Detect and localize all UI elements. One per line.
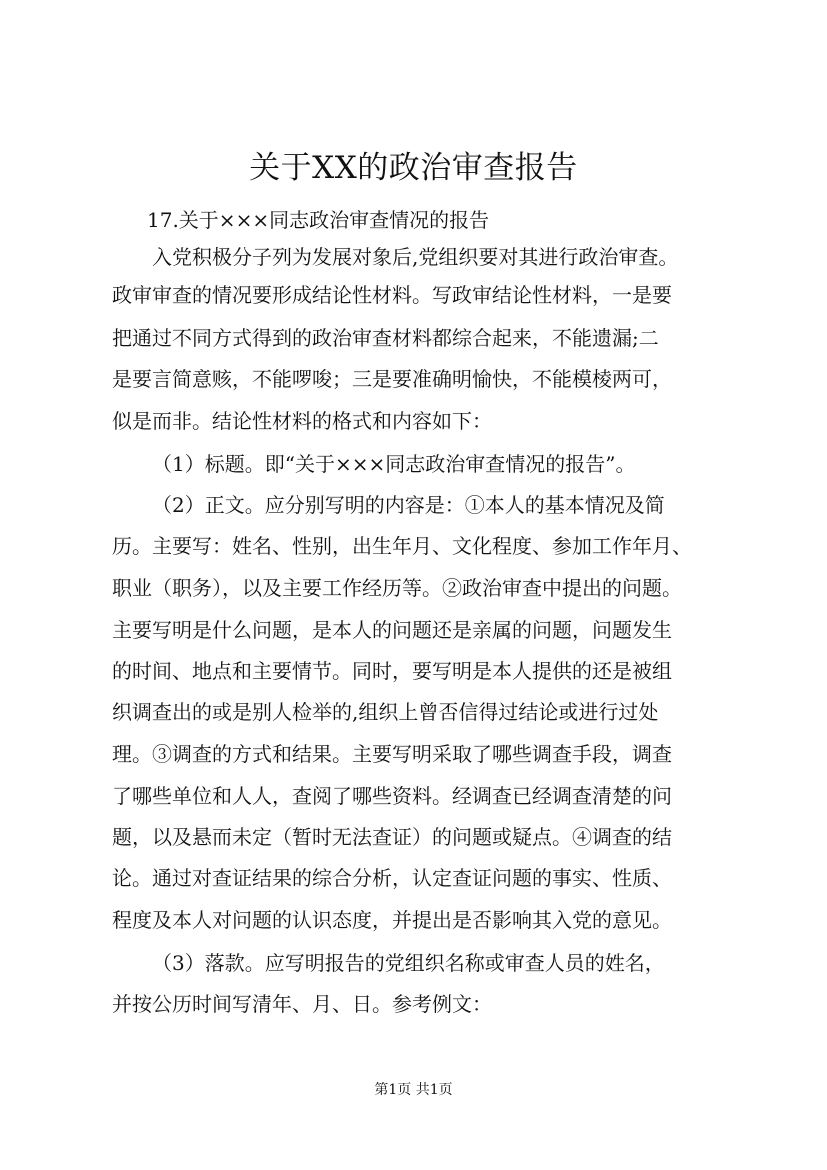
body-line: 论。通过对查证结果的综合分析，认定查证问题的事实、性质、 [112,866,672,890]
body-line: （1）标题。即“关于×××同志政治审查情况的报告”。 [152,452,636,476]
body-line: 似是而非。结论性材料的格式和内容如下： [112,409,492,433]
body-line: 是要言简意赅，不能啰唆；三是要准确明愉快，不能模棱两可， [112,367,672,391]
body-line: （2）正文。应分别写明的内容是：①本人的基本情况及简 [152,493,665,517]
body-line: 政审审查的情况要形成结论性材料。写政审结论性材料，一是要 [112,283,672,307]
body-line: 理。③调查的方式和结果。主要写明采取了哪些调查手段，调查 [112,742,672,766]
document-subtitle: 17.关于×××同志政治审查情况的报告 [147,208,490,232]
body-line: 职业（职务），以及主要工作经历等。②政治审查中提出的问题。 [112,576,682,600]
body-line: 历。主要写：姓名、性别，出生年月、文化程度、参加工作年月、 [112,534,692,558]
document-title: 关于XX的政治审查报告 [249,150,578,186]
body-line: 程度及本人对问题的认识态度，并提出是否影响其入党的意见。 [112,908,672,932]
body-line: 主要写明是什么问题，是本人的问题还是亲属的问题，问题发生 [112,618,672,642]
body-line: 并按公历时间写清年、月、日。参考例文： [112,992,492,1016]
body-line: 入党积极分子列为发展对象后,党组织要对其进行政治审查。 [152,245,679,269]
body-line: 织调查出的或是别人检举的,组织上曾否信得过结论或进行过处 [112,700,659,724]
body-line: （3）落款。应写明报告的党组织名称或审查人员的姓名， [152,951,665,975]
page-footer: 第1页 共1页 [374,1082,453,1098]
body-line: 了哪些单位和人人，查阅了哪些资料。经调查已经调查清楚的问 [112,784,672,808]
body-line: 题，以及悬而未定（暂时无法查证）的问题或疑点。④调查的结 [112,825,672,849]
body-line: 的时间、地点和主要情节。同时，要写明是本人提供的还是被组 [112,659,672,683]
body-line: 把通过不同方式得到的政治审查材料都综合起来，不能遗漏;二 [112,326,659,350]
